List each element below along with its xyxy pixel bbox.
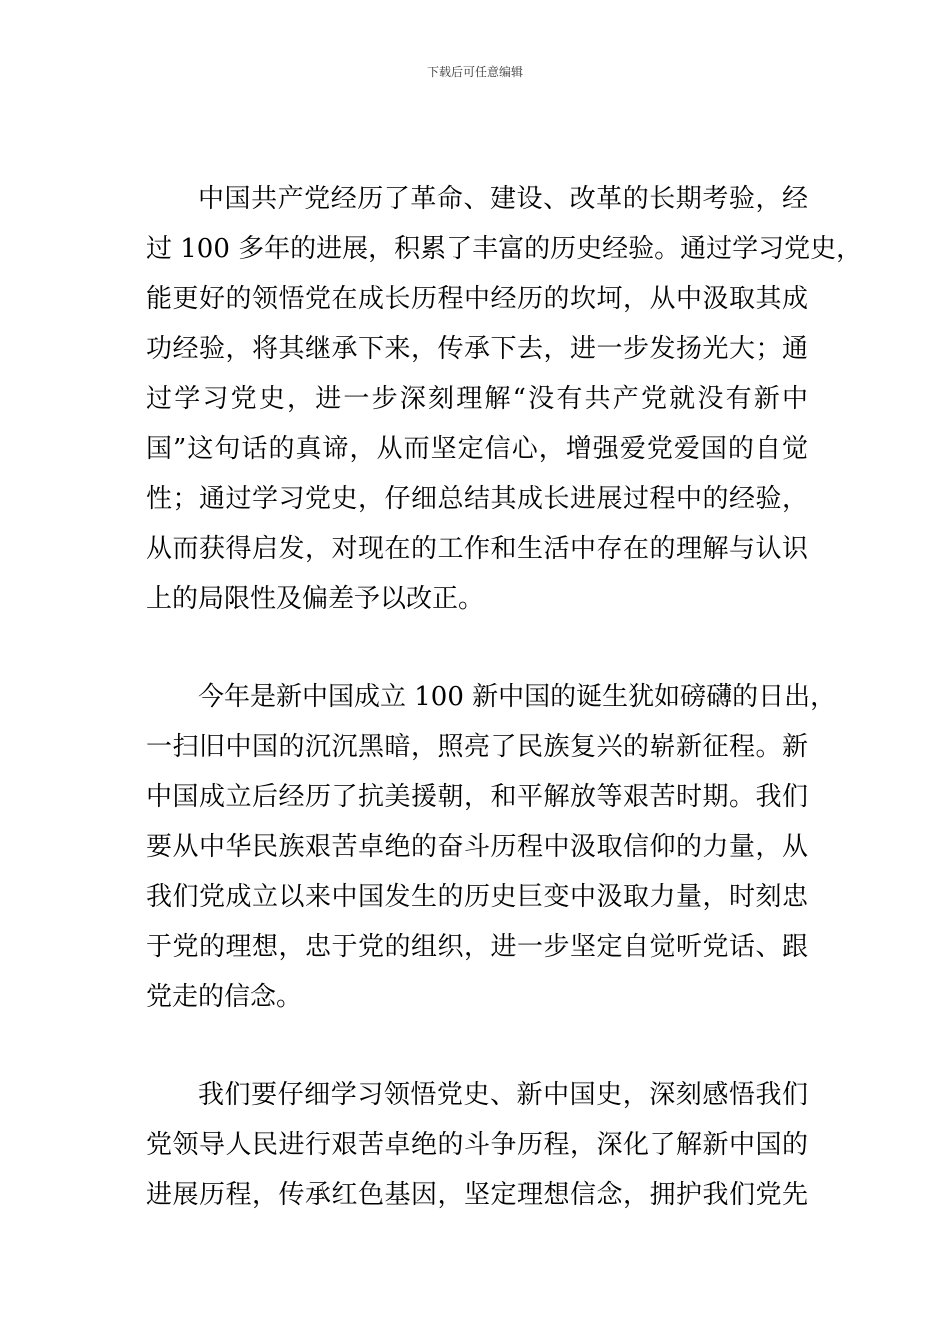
text-line: 党领导人民进行艰苦卓绝的斗争历程，深化了解新中国的 [146, 1130, 808, 1160]
text-line: 过学习党史，进一步深刻理解“没有共产党就没有新中 [146, 384, 808, 414]
text-line: 要从中华民族艰苦卓绝的奋斗历程中汲取信仰的力量，从 [146, 832, 808, 862]
text-line: 中国成立后经历了抗美援朝，和平解放等艰苦时期。我们 [146, 782, 808, 812]
page-header-note: 下载后可任意编辑 [426, 65, 523, 79]
text-line: 一扫旧中国的沉沉黑暗，照亮了民族复兴的崭新征程。新 [146, 732, 808, 762]
text-line: 中国共产党经历了革命、建设、改革的长期考验，经 [198, 184, 808, 214]
text-line: 上的局限性及偏差予以改正。 [146, 584, 485, 614]
text-line: 过 100 多年的进展，积累了丰富的历史经验。通过学习党史， [146, 234, 863, 264]
text-line: 进展历程，传承红色基因，坚定理想信念，拥护我们党先 [146, 1180, 808, 1210]
text-line: 我们要仔细学习领悟党史、新中国史，深刻感悟我们 [198, 1080, 808, 1110]
text-line: 功经验，将其继承下来，传承下去，进一步发扬光大；通 [146, 334, 808, 364]
text-line: 从而获得启发，对现在的工作和生活中存在的理解与认识 [146, 534, 808, 564]
text-line: 于党的理想，忠于党的组织，进一步坚定自觉听党话、跟 [146, 932, 808, 962]
text-line: 能更好的领悟党在成长历程中经历的坎坷，从中汲取其成 [146, 284, 808, 314]
paragraph-3 [146, 1070, 808, 1220]
text-line: 我们党成立以来中国发生的历史巨变中汲取力量，时刻忠 [146, 882, 808, 912]
paragraph-2 [146, 672, 837, 1022]
text-line: 党走的信念。 [146, 982, 303, 1012]
text-line: 国”这句话的真谛，从而坚定信心，增强爱党爱国的自觉 [146, 434, 808, 464]
document-body [146, 174, 863, 1268]
text-line: 今年是新中国成立 100 新中国的诞生犹如磅礴的日出， [198, 682, 837, 712]
paragraph-1 [146, 174, 863, 624]
text-line: 性；通过学习党史，仔细总结其成长进展过程中的经验， [146, 484, 808, 514]
